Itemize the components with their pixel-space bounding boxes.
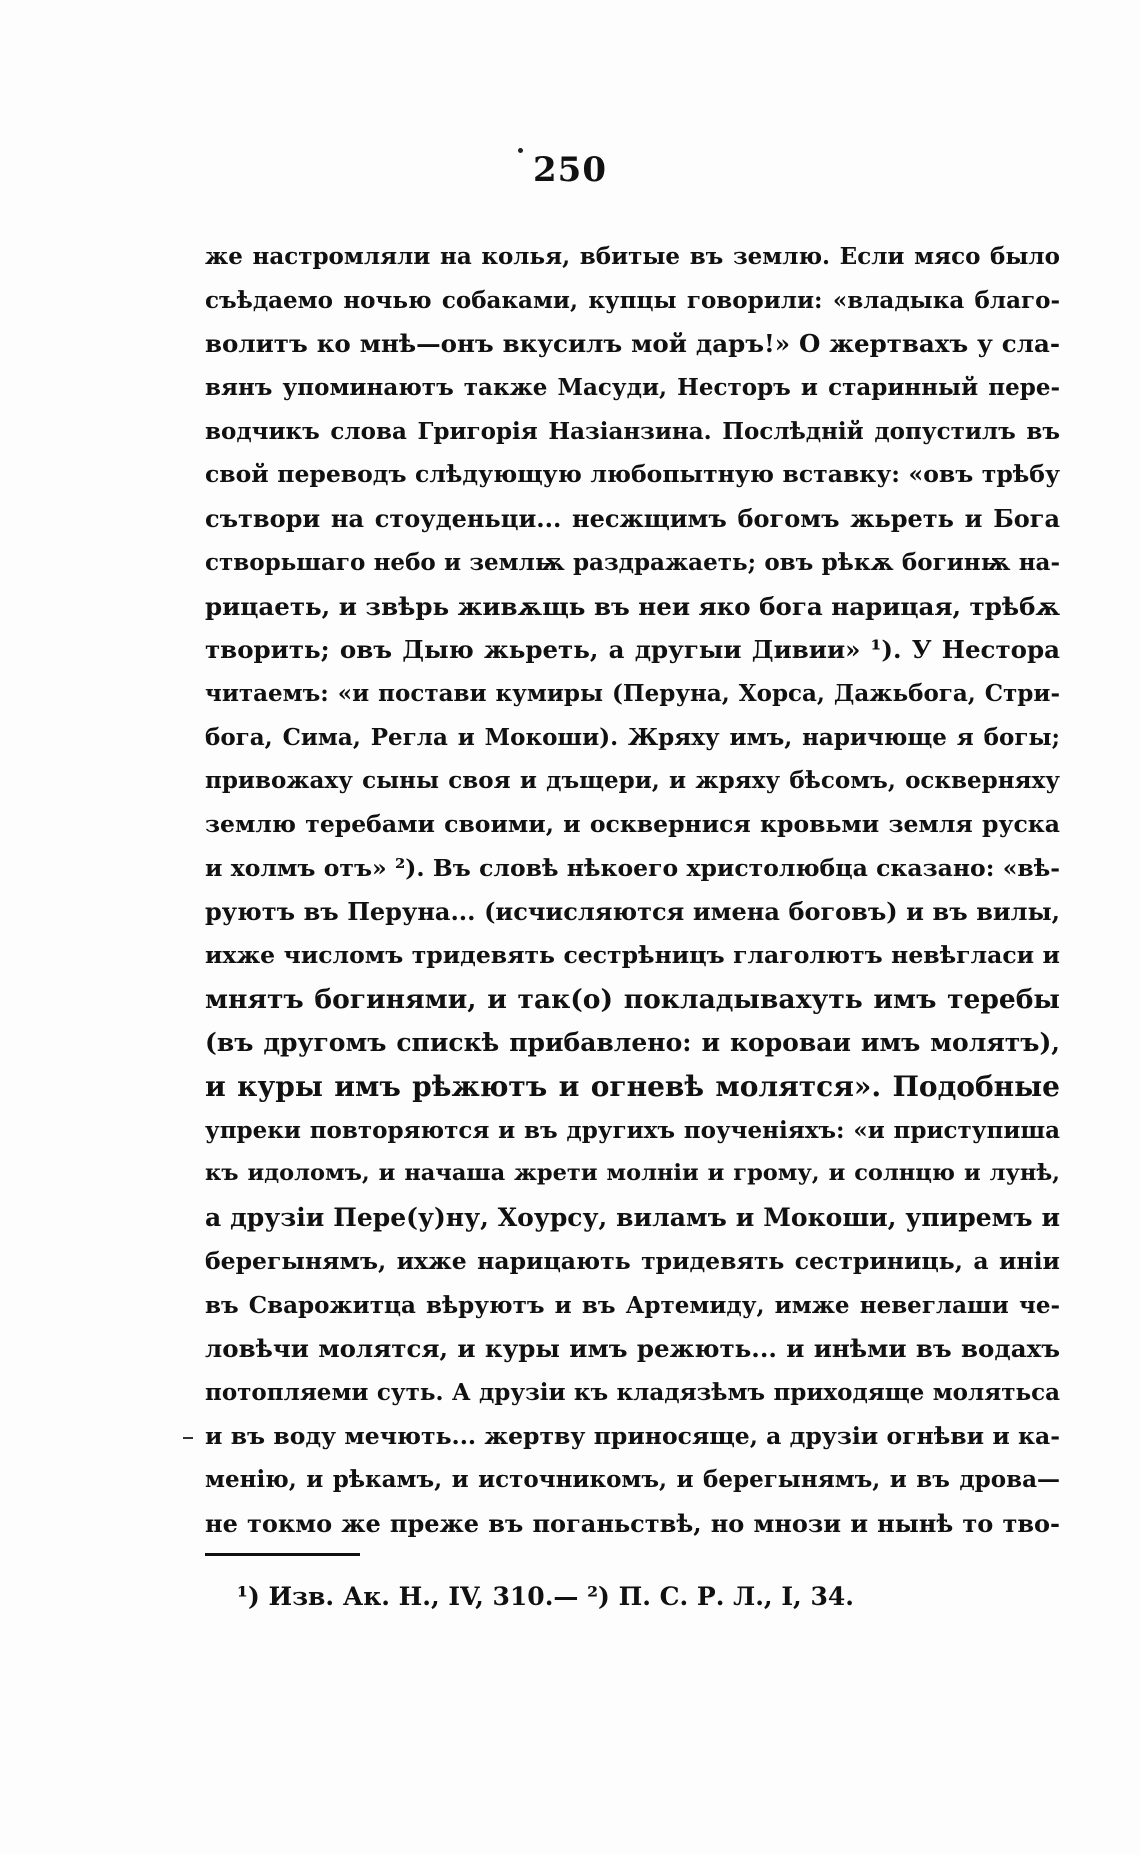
- footnote-separator: [205, 1553, 360, 1556]
- text-line: сътвори на стоуденьци... несжщимъ богомъ жьреть и Бога: [205, 504, 1060, 534]
- text-line: менію, и рѣкамъ, и источникомъ, и берегынямъ, и въ дрова—: [205, 1466, 1060, 1494]
- text-line: къ идоломъ, и начаша жрети молніи и грому, и солнцю и лунѣ,: [205, 1160, 1060, 1187]
- text-line: бога, Сима, Регла и Мокоши). Жряху имъ, наричюще я богы;: [205, 723, 1060, 751]
- text-line: привожаху сыны своя и дъщери, и жряху бѣсомъ, оскверняху: [205, 767, 1060, 795]
- text-line: створьшаго небо и землѭ раздражаеть; овъ рѣкѫ богинѭ на-: [205, 548, 1060, 576]
- text-line: ихже числомъ тридевять сестрѣницъ глаголютъ невѣгласи и: [205, 941, 1060, 969]
- text-line: а друзіи Пере(у)ну, Хоурсу, виламъ и Мокоши, упиремъ и: [205, 1203, 1060, 1233]
- text-line: водчикъ слова Григорія Назіанзина. Послѣдній допустилъ въ: [205, 417, 1060, 445]
- page-number: 250: [533, 150, 607, 190]
- margin-mark: [183, 1437, 193, 1439]
- text-line: (въ другомъ спискѣ прибавлено: и короваи имъ молятъ),: [205, 1028, 1060, 1058]
- text-line: рицаеть, и звѣрь живѫщь въ неи яко бога нарицая, трѣбѫ: [205, 591, 1060, 621]
- text-line: и въ воду мечють... жертву приносяще, а друзіи огнѣви и ка-: [205, 1421, 1060, 1450]
- body-text: [205, 235, 1060, 1546]
- text-line: и куры имъ рѣжютъ и огневѣ молятся». Подобные: [205, 1070, 1060, 1104]
- text-line: землю теребами своими, и осквернися кровьми земля руска: [205, 809, 1060, 838]
- text-line: потопляеми суть. А друзіи къ кладязѣмъ приходяще молятьса: [205, 1378, 1060, 1406]
- footnote: ¹) Изв. Ак. Н., IV, 310.— ²) П. С. Р. Л., I, 34.: [237, 1582, 854, 1611]
- text-line: упреки повторяются и въ другихъ поученіяхъ: «и приступиша: [205, 1116, 1060, 1144]
- text-line: вянъ упоминаютъ также Масуди, Несторъ и старинный пере-: [205, 374, 1060, 402]
- text-line: читаемъ: «и постави кумиры (Перуна, Хорса, Дажьбога, Стри-: [205, 679, 1060, 707]
- text-line: не токмо же преже въ поганьствѣ, но мнози и нынѣ то тво-: [205, 1508, 1060, 1538]
- text-line: мнятъ богинями, и так(о) покладывахуть имъ теребы: [205, 983, 1060, 1015]
- text-line: же настромляли на колья, вбитые въ землю. Если мясо было: [205, 243, 1060, 270]
- text-line: ловѣчи молятся, и куры имъ режють... и инѣми въ водахъ: [205, 1334, 1060, 1364]
- text-line: съѣдаемо ночью собаками, купцы говорили: «владыка благо-: [205, 286, 1060, 314]
- text-line: волитъ ко мнѣ—онъ вкусилъ мой даръ!» О жертвахъ у сла-: [205, 329, 1060, 359]
- text-line: руютъ въ Перуна... (исчисляются имена боговъ) и въ вилы,: [205, 897, 1060, 927]
- text-line: въ Сварожитца вѣруютъ и въ Артемиду, имже невеглаши че-: [205, 1291, 1060, 1319]
- text-line: творить; овъ Дыю жьреть, а другыи Дивии» ¹). У Нестора: [205, 635, 1060, 665]
- text-line: и холмъ отъ» ²). Въ словѣ нѣкоего христолюбца сказано: «вѣ-: [205, 853, 1060, 882]
- text-line: свой переводъ слѣдующую любопытную вставку: «овъ трѣбу: [205, 460, 1060, 489]
- text-line: берегынямъ, ихже нарицають тридевять сестриниць, а иніи: [205, 1246, 1060, 1275]
